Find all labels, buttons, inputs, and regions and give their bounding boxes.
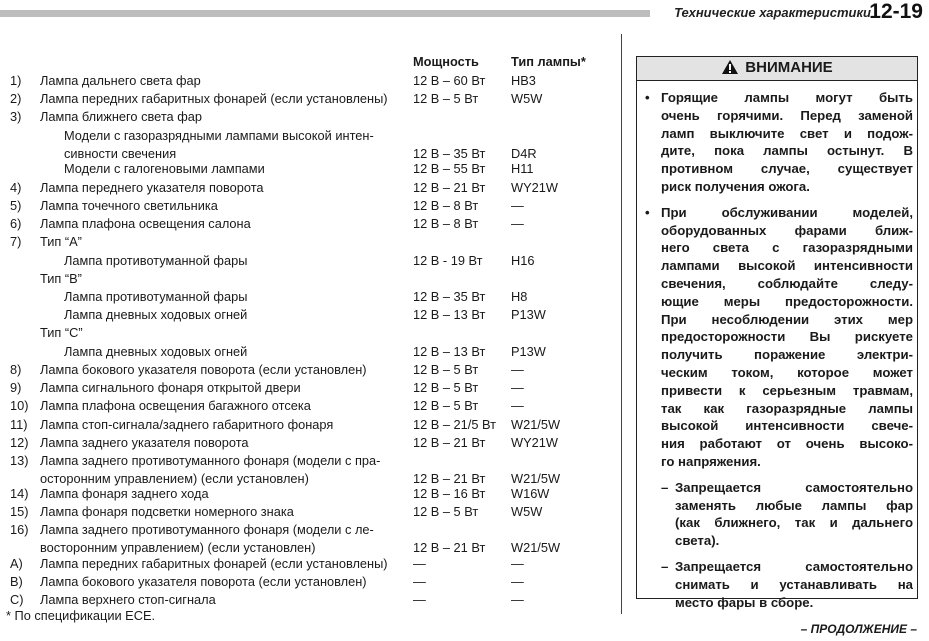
lamp-power: — xyxy=(413,556,426,571)
description-line: Лампа заднего указателя поворота xyxy=(40,435,249,450)
description-line: Лампа фонаря подсветки номерного знака xyxy=(40,504,294,519)
description-line: Лампа дальнего света фар xyxy=(40,73,201,88)
row-number: 10) xyxy=(10,398,29,413)
warning-line: противном случае, существует xyxy=(661,161,913,177)
row-number: 4) xyxy=(10,180,22,195)
warning-dash2 xyxy=(675,558,913,611)
lamp-power: 12 В – 5 Вт xyxy=(413,504,479,519)
lamp-type: WY21W xyxy=(511,435,558,450)
warning-line: света). xyxy=(675,533,720,549)
lamp-description xyxy=(64,288,409,306)
description-line: Лампа фонаря заднего хода xyxy=(40,486,209,501)
lamp-description xyxy=(40,197,410,215)
lamp-description xyxy=(40,503,410,521)
lamp-description xyxy=(64,306,409,324)
description-line: восторонним управлением) (если установлен) xyxy=(40,540,316,555)
lamp-description xyxy=(40,555,410,573)
description-line: Модели с газоразрядными лампами высокой интен- xyxy=(64,128,374,143)
lamp-power: 12 В – 21 Вт xyxy=(413,540,486,555)
description-line: Лампа стоп-сигнала/заднего габаритного фонаря xyxy=(40,417,334,432)
lamp-description xyxy=(64,160,409,178)
lamp-type: H8 xyxy=(511,289,528,304)
lamp-power: 12 В – 21 Вт xyxy=(413,180,486,195)
row-number: 3) xyxy=(10,109,22,124)
row-number: 14) xyxy=(10,486,29,501)
lamp-type: D4R xyxy=(511,146,537,161)
lamp-description xyxy=(64,343,409,361)
warning-line: предосторожности Вы рискуете xyxy=(661,329,913,345)
description-line: Лампа заднего противотуманного фонаря (модели с ле- xyxy=(40,522,374,537)
warning-line: ламп выключите свет и подож- xyxy=(661,125,913,141)
row-number: 6) xyxy=(10,216,22,231)
lamp-description xyxy=(40,452,410,488)
row-number: B) xyxy=(10,574,23,589)
warning-line: него света с газоразрядными xyxy=(661,240,913,256)
row-number: 8) xyxy=(10,362,22,377)
description-line: Лампа сигнального фонаря открытой двери xyxy=(40,380,301,395)
warning-line: Запрещается самостоятельно xyxy=(675,479,913,495)
warning-line: го напряжения. xyxy=(661,453,761,469)
lamp-description xyxy=(40,361,410,379)
lamp-type: — xyxy=(511,592,524,607)
lamp-power: 12 В – 5 Вт xyxy=(413,91,479,106)
row-number: 1) xyxy=(10,73,22,88)
lamp-type: W5W xyxy=(511,504,543,519)
description-line: Лампа противотуманной фары xyxy=(64,289,248,304)
lamp-power: 12 В – 8 Вт xyxy=(413,198,479,213)
lamp-description xyxy=(40,521,410,557)
description-line: Лампа переднего указателя поворота xyxy=(40,180,264,195)
dash-marker: – xyxy=(661,479,669,495)
warning-line: заменять любые лампы фар xyxy=(675,497,913,513)
warning-line: Запрещается самостоятельно xyxy=(675,559,913,574)
row-number: 2) xyxy=(10,91,22,106)
description-line: Лампа ближнего света фар xyxy=(40,109,202,124)
description-line: Лампа передних габаритных фонарей (если установлены) xyxy=(40,91,388,106)
lamp-power: 12 В – 5 Вт xyxy=(413,398,479,413)
lamp-power: 12 В – 21 Вт xyxy=(413,435,486,450)
warning-line: (как ближнего, так и дальнего xyxy=(675,515,913,531)
lamp-power: 12 В – 55 Вт xyxy=(413,161,486,176)
warning-line: ческим током, которое может xyxy=(661,364,913,380)
lamp-description xyxy=(40,90,410,108)
row-number: 16) xyxy=(10,522,29,537)
warning-line: снимать и устанавливать на xyxy=(675,576,913,592)
warning-line: При несоблюдении этих мер xyxy=(661,311,913,327)
lamp-power: 12 В – 13 Вт xyxy=(413,344,486,359)
lamp-description xyxy=(40,573,410,591)
warning-line: так как газоразрядные лампы xyxy=(661,400,913,416)
warning-line: Горящие лампы могут быть xyxy=(661,90,913,105)
warning-line: лампами высокой интенсивности xyxy=(661,258,913,274)
description-line: Лампа плафона освещения салона xyxy=(40,216,251,231)
warning-line: получить поражение электри- xyxy=(661,347,913,363)
lamp-type: — xyxy=(511,574,524,589)
lamp-description xyxy=(40,324,410,342)
lamp-description xyxy=(64,127,409,163)
lamp-power: — xyxy=(413,592,426,607)
lamp-type: — xyxy=(511,362,524,377)
lamp-type: H16 xyxy=(511,253,535,268)
warning-triangle-icon xyxy=(721,59,739,75)
description-line: Тип “С” xyxy=(40,325,83,340)
lamp-power: 12 В – 60 Вт xyxy=(413,73,486,88)
description-line: Тип “В” xyxy=(40,271,82,286)
lamp-description xyxy=(40,233,410,251)
lamp-type: — xyxy=(511,398,524,413)
warning-box xyxy=(636,81,918,610)
warning-line: очень горячими. Перед заменой xyxy=(661,107,913,123)
lamp-type: HB3 xyxy=(511,73,536,88)
footnote: * По спецификации ECE. xyxy=(6,608,156,623)
lamp-type: W21/5W xyxy=(511,417,561,432)
description-line: Лампа дневных ходовых огней xyxy=(64,344,248,359)
lamp-power: 12 В – 8 Вт xyxy=(413,216,479,231)
lamp-power: — xyxy=(413,574,426,589)
row-number: 13) xyxy=(10,453,29,468)
lamp-type: W16W xyxy=(511,486,550,501)
lamp-type: W5W xyxy=(511,91,543,106)
row-number: 9) xyxy=(10,380,22,395)
description-line: Лампа заднего противотуманного фонаря (модели с пра- xyxy=(40,453,381,468)
lamp-type: W21/5W xyxy=(511,540,561,555)
description-line: Модели с галогеновыми лампами xyxy=(64,161,265,176)
lamp-type: — xyxy=(511,556,524,571)
lamp-description xyxy=(40,270,410,288)
warning-line: При обслуживании моделей, xyxy=(661,204,913,220)
section-title: Технические характеристики xyxy=(674,5,871,20)
warning-line: оборудованных фарами ближ- xyxy=(661,222,913,238)
lamp-description xyxy=(40,179,410,197)
description-line: Лампа передних габаритных фонарей (если установлены) xyxy=(40,556,388,571)
lamp-power: 12 В – 35 Вт xyxy=(413,289,486,304)
row-number: A) xyxy=(10,556,23,571)
warning-bullet1 xyxy=(661,89,913,196)
row-number: 5) xyxy=(10,198,22,213)
row-number: 15) xyxy=(10,504,29,519)
description-line: Лампа дневных ходовых огней xyxy=(64,307,248,322)
lamp-type: WY21W xyxy=(511,180,558,195)
warning-bullet2 xyxy=(661,204,913,471)
warning-line: привести к серьезным травмам, xyxy=(661,382,913,398)
lamp-description xyxy=(40,397,410,415)
bullet-marker: • xyxy=(645,90,650,105)
lamp-description xyxy=(40,215,410,233)
lamp-description xyxy=(40,72,410,90)
lamp-power: 12 В – 21/5 Вт xyxy=(413,417,496,432)
lamp-type: H11 xyxy=(511,161,534,176)
lamp-type: — xyxy=(511,198,524,213)
lamp-power: 12 В – 13 Вт xyxy=(413,307,486,322)
warning-line: риск получения ожога. xyxy=(661,178,810,194)
warning-title: ВНИМАНИЕ xyxy=(745,59,833,76)
row-number: 11) xyxy=(10,417,28,432)
column-header-lamp-type: Тип лампы* xyxy=(511,54,586,69)
row-number: C) xyxy=(10,592,24,607)
warning-line: свечения, соблюдайте следу- xyxy=(661,275,913,291)
page-number: 12-19 xyxy=(869,0,923,23)
lamp-description xyxy=(40,379,410,397)
continued-label: – ПРОДОЛЖЕНИЕ – xyxy=(800,622,917,636)
lamp-description xyxy=(40,485,410,503)
description-line: Лампа бокового указателя поворота (если установлен) xyxy=(40,362,367,377)
lamp-description xyxy=(40,591,410,609)
column-divider xyxy=(621,34,622,614)
lamp-type: W21/5W xyxy=(511,471,561,486)
lamp-power: 12 В – 21 Вт xyxy=(413,471,486,486)
description-line: осторонним управлением) (если установлен) xyxy=(40,471,309,486)
warning-header xyxy=(636,56,918,81)
column-header-power: Мощность xyxy=(413,54,479,69)
lamp-power: 12 В – 5 Вт xyxy=(413,380,479,395)
warning-line: высокой интенсивности свече- xyxy=(661,418,913,434)
row-number: 12) xyxy=(10,435,29,450)
description-line: Лампа плафона освещения багажного отсека xyxy=(40,398,311,413)
warning-dash1 xyxy=(675,479,913,550)
row-number: 7) xyxy=(10,234,22,249)
warning-line: ющие меры предосторожности. xyxy=(661,293,913,309)
lamp-type: — xyxy=(511,216,524,231)
lamp-power: 12 В – 5 Вт xyxy=(413,362,479,377)
description-line: Лампа противотуманной фары xyxy=(64,253,248,268)
lamp-description xyxy=(40,416,410,434)
lamp-type: P13W xyxy=(511,307,546,322)
warning-line: ния работают от очень высоко- xyxy=(661,436,913,452)
description-line: Лампа бокового указателя поворота (если установлен) xyxy=(40,574,367,589)
bullet-marker: • xyxy=(645,204,650,220)
description-line: Лампа точечного светильника xyxy=(40,198,218,213)
dash-marker: – xyxy=(661,559,669,574)
warning-line: дите, пока лампы остынут. В xyxy=(661,143,913,159)
warning-line: место фары в сборе. xyxy=(675,594,814,610)
lamp-description xyxy=(64,252,409,270)
lamp-description xyxy=(40,108,410,126)
description-line: Лампа верхнего стоп-сигнала xyxy=(40,592,216,607)
lamp-power: 12 В – 35 Вт xyxy=(413,146,486,161)
lamp-power: 12 В - 19 Вт xyxy=(413,253,483,268)
lamp-power: 12 В – 16 Вт xyxy=(413,486,486,501)
description-line: сивности свечения xyxy=(64,146,177,161)
description-line: Тип “А” xyxy=(40,234,82,249)
lamp-description xyxy=(40,434,410,452)
lamp-type: P13W xyxy=(511,344,546,359)
lamp-type: — xyxy=(511,380,524,395)
